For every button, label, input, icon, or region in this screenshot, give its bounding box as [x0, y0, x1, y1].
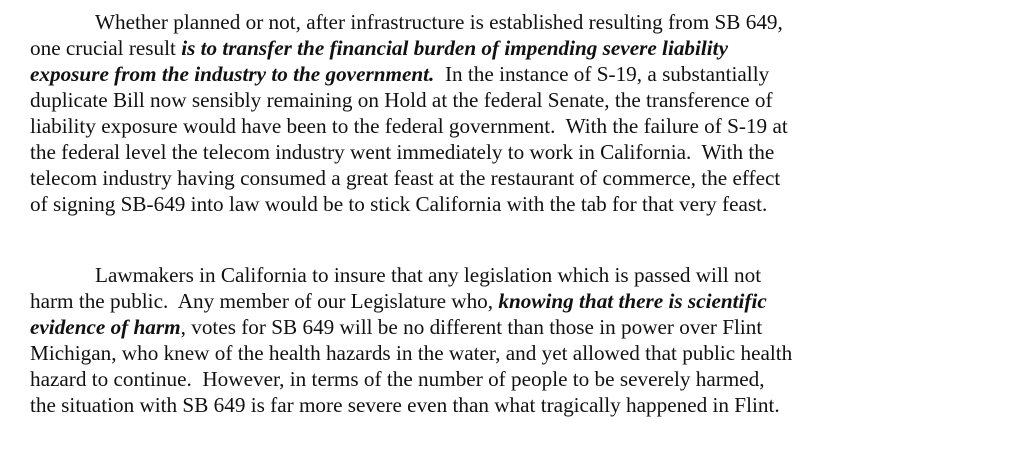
text-line	[30, 87, 773, 113]
text-run: harm the public. Any member of our Legislature who,	[30, 289, 499, 313]
text-line	[30, 165, 780, 191]
text-line	[30, 340, 792, 366]
text-run: Lawmakers in California to insure that any legislation which is passed will not	[95, 263, 762, 287]
emphasized-text: exposure from the industry to the government.	[30, 62, 435, 86]
text-line	[30, 191, 767, 217]
text-run: liability exposure would have been to the federal government. With the failure of S-19 at	[30, 114, 788, 138]
text-run: the situation with SB 649 is far more severe even than what tragically happened in Flint.	[30, 393, 780, 417]
text-run: telecom industry having consumed a great feast at the restaurant of commerce, the effect	[30, 166, 781, 190]
text-run: the federal level the telecom industry went immediately to work in California. With the	[30, 140, 775, 164]
text-run: of signing SB-649 into law would be to stick California with the tab for that very feast.	[30, 192, 768, 216]
text-line	[95, 262, 761, 288]
text-line	[30, 366, 765, 392]
text-line	[95, 9, 783, 35]
emphasized-text: is to transfer the financial burden of impending severe liability	[181, 36, 728, 60]
emphasized-text: knowing that there is scientific	[498, 289, 767, 313]
text-run: Michigan, who knew of the health hazards in the water, and yet allowed that public health	[30, 341, 793, 365]
text-line	[30, 314, 762, 340]
text-line	[30, 139, 774, 165]
text-line	[30, 288, 767, 314]
text-run: In the instance of S-19, a substantially	[434, 62, 770, 86]
text-run: Whether planned or not, after infrastructure is established resulting from SB 649,	[95, 10, 783, 34]
text-run: , votes for SB 649 will be no different than those in power over Flint	[180, 315, 763, 339]
text-run: one crucial result	[30, 36, 182, 60]
text-run: duplicate Bill now sensibly remaining on Hold at the federal Senate, the transference of	[30, 88, 773, 112]
text-run: hazard to continue. However, in terms of the number of people to be severely harmed,	[30, 367, 765, 391]
text-line	[30, 61, 769, 87]
text-line	[30, 392, 780, 418]
text-line	[30, 113, 788, 139]
emphasized-text: evidence of harm	[30, 315, 181, 339]
text-line	[30, 35, 728, 61]
